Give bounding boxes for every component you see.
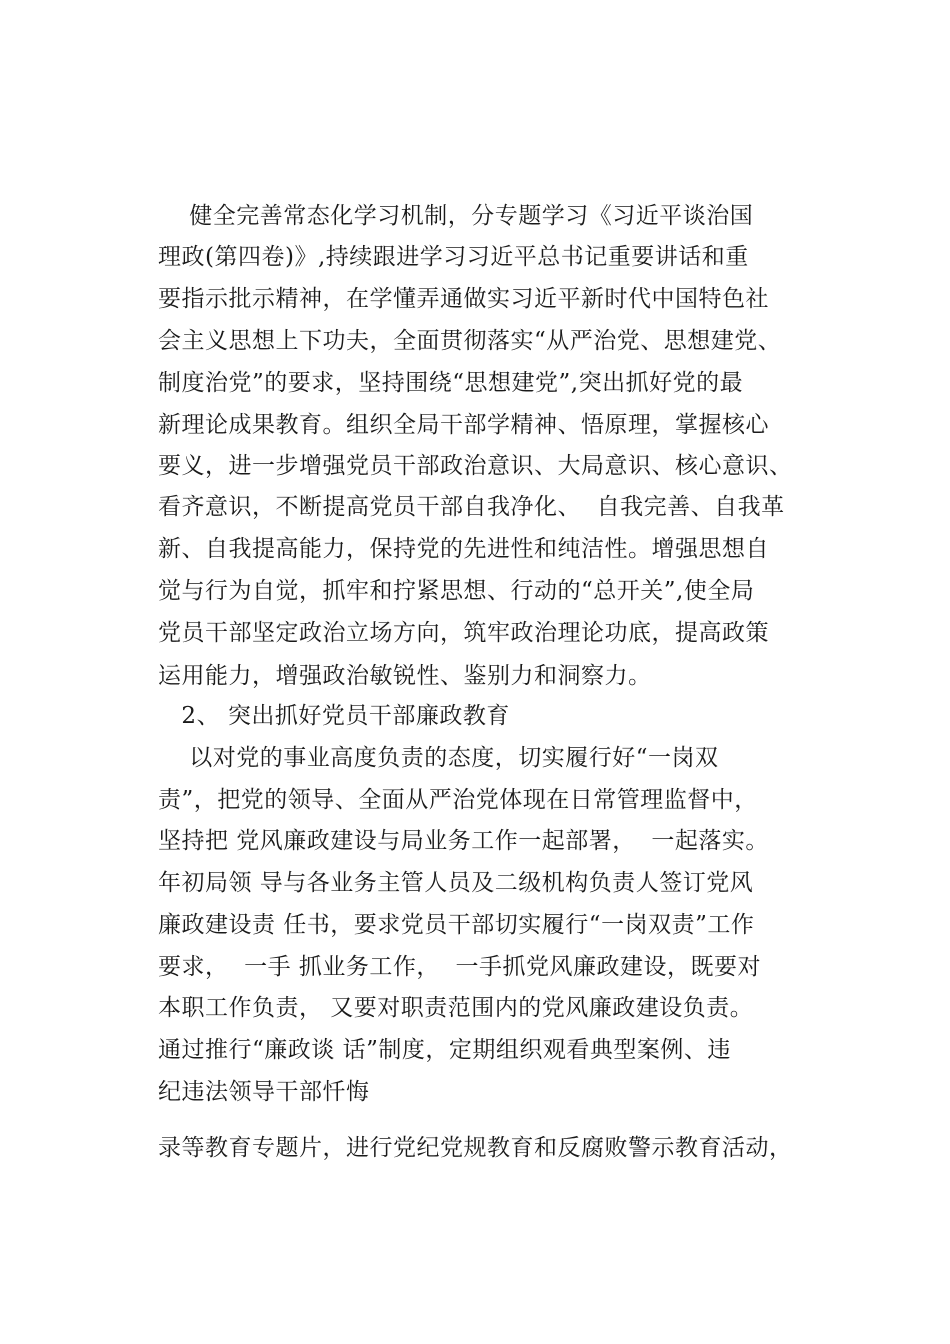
- text-line: 健全完善常态化学习机制，分专题学习《习近平谈治国: [158, 203, 754, 229]
- text-line: 责”，把党的领导、全面从严治党体现在日常管理监督中，: [158, 787, 758, 813]
- text-line: 年初局领 导与各业务主管人员及二级机构负责人签订党风: [158, 870, 754, 896]
- section-heading: 2、 突出抓好党员干部廉政教育: [158, 703, 510, 729]
- text-line: 录等教育专题片，进行党纪党规教育和反腐败警示教育活动，: [158, 1135, 793, 1161]
- text-line: 本职工作负责， 又要对职责范围内的党风廉政建设负责。: [158, 995, 754, 1021]
- text-line: 党员干部坚定政治立场方向，筑牢政治理论功底，提高政策: [158, 620, 769, 646]
- text-line: 会主义思想上下功夫，全面贯彻落实“从严治党、思想建党、: [158, 328, 782, 354]
- text-line: 要指示批示精神，在学懂弄通做实习近平新时代中国特色社: [158, 286, 769, 312]
- text-line: 新理论成果教育。组织全局干部学精神、悟原理，掌握核心: [158, 412, 769, 438]
- text-line: 制度治党”的要求，坚持围绕“思想建党”,突出抓好党的最: [158, 370, 744, 396]
- text-line: 通过推行“廉政谈 话”制度，定期组织观看典型案例、违: [158, 1037, 731, 1063]
- text-line: 觉与行为自觉，抓牢和拧紧思想、行动的“总开关”,使全局: [158, 578, 755, 604]
- text-line: 要义，进一步增强党员干部政治意识、大局意识、核心意识、: [158, 453, 793, 479]
- text-line: 看齐意识，不断提高党员干部自我净化、 自我完善、自我革: [158, 494, 785, 520]
- text-line: 坚持把 党风廉政建设与局业务工作一起部署， 一起落实。: [158, 828, 769, 854]
- text-line: 廉政建设责 任书，要求党员干部切实履行“一岗双责”工作: [158, 912, 755, 938]
- text-line: 纪违法领导干部忏悔: [158, 1079, 370, 1105]
- text-line: 理政(第四卷)》,持续跟进学习习近平总书记重要讲话和重: [158, 244, 749, 270]
- text-line: 运用能力，增强政治敏锐性、鉴别力和洞察力。: [158, 663, 652, 689]
- text-line: 以对党的事业高度负责的态度，切实履行好“一岗双: [158, 745, 719, 771]
- text-line: 要求， 一手 抓业务工作， 一手抓党风廉政建设，既要对: [158, 954, 762, 980]
- text-line: 新、自我提高能力，保持党的先进性和纯洁性。增强思想自: [158, 536, 769, 562]
